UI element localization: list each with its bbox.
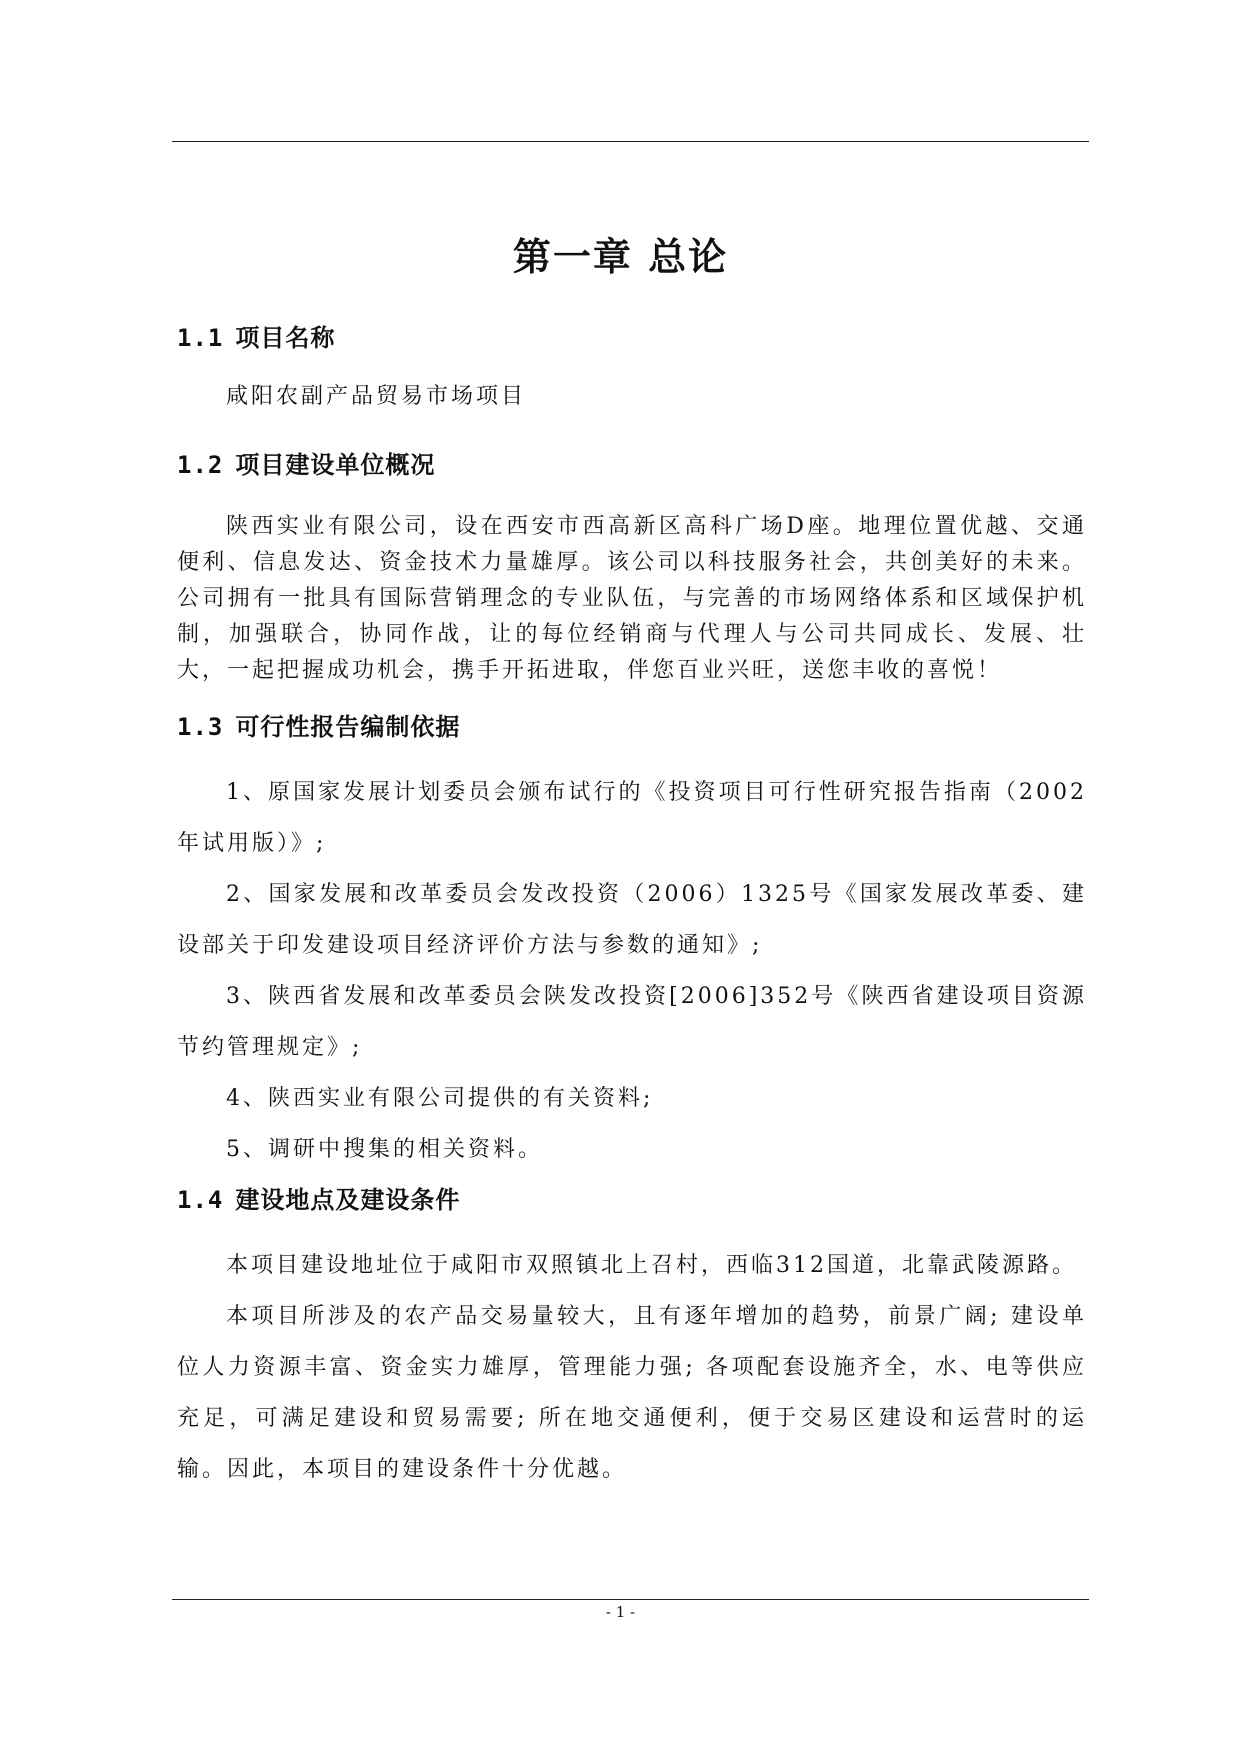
project-name-text: 咸阳农副产品贸易市场项目 xyxy=(226,384,527,409)
section-heading-1-4 xyxy=(177,1180,460,1215)
page-number: - 1 - xyxy=(605,1603,636,1621)
section-heading-1-2 xyxy=(177,445,435,480)
section-number: 1.4 xyxy=(177,1186,224,1214)
section-number: 1.1 xyxy=(177,324,224,352)
section-title: 可行性报告编制依据 xyxy=(235,712,461,741)
basis-item-4: 4、陕西实业有限公司提供的有关资料; xyxy=(226,1086,654,1111)
conditions-paragraph: 本项目所涉及的农产品交易量较大，且有逐年增加的趋势，前景广阔; 建设单位人力资源丰富、资金实力雄厚，管理能力强; 各项配套设施齐全，水、电等供应充足，可满足建设和贸易需要; 所在地交通便利，便于交易区建设和运营时的运输。因此，本项目的建设条件十分优越。 xyxy=(177,1304,1087,1482)
section-heading-1-1 xyxy=(177,318,335,353)
basis-item-2: 2、国家发展和改革委员会发改投资（2006）1325号《国家发展改革委、建设部关于印发建设项目经济评价方法与参数的通知》; xyxy=(177,882,1087,958)
chapter-title: 第一章 总论 xyxy=(512,234,729,279)
basis-item-3: 3、陕西省发展和改革委员会陕发改投资[2006]352号《陕西省建设项目资源节约管理规定》; xyxy=(177,984,1087,1060)
section-title: 建设地点及建设条件 xyxy=(235,1185,461,1214)
section-title: 项目名称 xyxy=(235,323,336,352)
footer-rule xyxy=(172,1599,1089,1600)
header-rule xyxy=(172,141,1089,142)
section-number: 1.3 xyxy=(177,713,224,741)
location-paragraph: 本项目建设地址位于咸阳市双照镇北上召村，西临312国道，北靠武陵源路。 xyxy=(226,1253,1077,1278)
section-heading-1-3 xyxy=(177,707,460,742)
section-title: 项目建设单位概况 xyxy=(235,450,436,479)
basis-item-5: 5、调研中搜集的相关资料。 xyxy=(226,1137,543,1162)
basis-item-1: 1、原国家发展计划委员会颁布试行的《投资项目可行性研究报告指南（2002年试用版）》; xyxy=(177,780,1087,856)
company-overview-paragraph: 陕西实业有限公司，设在西安市西高新区高科广场D座。地理位置优越、交通便利、信息发达、资金技术力量雄厚。该公司以科技服务社会，共创美好的未来。公司拥有一批具有国际营销理念的专业队伍，与完善的市场网络体系和区域保护机制，加强联合，协同作战，让的每位经销商与代理人与公司共同成长、发展、壮大，一起把握成功机会，携手开拓进取，伴您百业兴旺，送您丰收的喜悦！ xyxy=(177,514,1087,683)
section-number: 1.2 xyxy=(177,451,224,479)
